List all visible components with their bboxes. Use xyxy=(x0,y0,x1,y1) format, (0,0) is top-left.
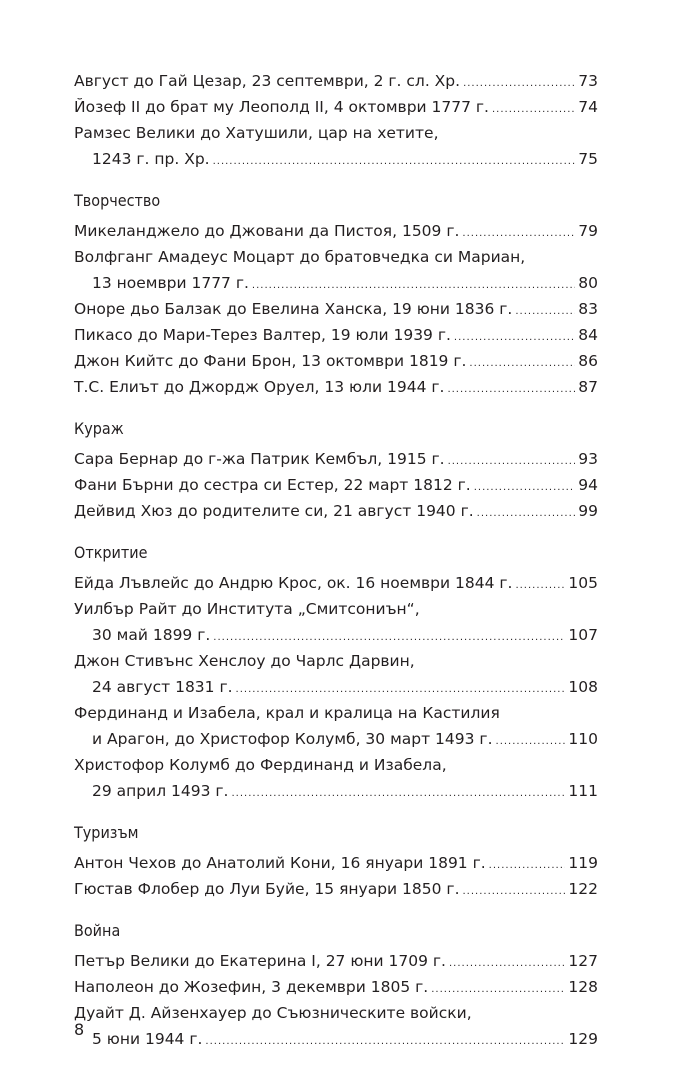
section-heading: Туризъм xyxy=(74,823,139,842)
toc-entry[interactable] xyxy=(74,570,598,596)
toc-entry-line xyxy=(74,700,598,726)
dot-leader xyxy=(469,351,575,377)
toc-entry-title: Оноре дьо Балзак до Евелина Ханска, 19 юни 1836 г. xyxy=(74,300,513,318)
toc-entry-page: 83 xyxy=(578,300,598,318)
toc-entry-title: 29 април 1493 г. xyxy=(92,782,229,800)
toc-entry-title: Пикасо до Мари-Терез Валтер, 19 юли 1939 г. xyxy=(74,326,451,344)
toc-entry-line xyxy=(74,374,598,400)
toc-section xyxy=(74,918,598,1052)
dot-leader xyxy=(515,299,575,325)
toc-entry[interactable] xyxy=(74,472,598,498)
toc-entry-title: Август до Гай Цезар, 23 септември, 2 г. сл. Хр. xyxy=(74,72,461,90)
section-heading: Творчество xyxy=(74,191,161,210)
toc-entry-title: Волфганг Амадеус Моцарт до братовчедка си Мариан, xyxy=(74,248,526,266)
dot-leader xyxy=(492,97,575,123)
toc-entry-line xyxy=(74,146,598,172)
toc-entry-line xyxy=(74,726,598,752)
toc-entry-title: Джон Кийтс до Фани Брон, 13 октомври 1819 г. xyxy=(74,352,467,370)
toc-entry-title: Рамзес Велики до Хатушили, цар на хетите, xyxy=(74,124,439,142)
section-heading: Откритие xyxy=(74,543,148,562)
toc-entry-line xyxy=(74,218,598,244)
toc-entry-line xyxy=(74,850,598,876)
toc-section xyxy=(74,540,598,804)
toc-entry-page: 87 xyxy=(578,378,598,396)
toc-entry-page: 111 xyxy=(568,782,598,800)
toc-entry-line xyxy=(74,974,598,1000)
toc-entry-line xyxy=(74,674,598,700)
toc-entry-line xyxy=(74,1026,598,1052)
toc-entry-page: 86 xyxy=(578,352,598,370)
toc-entry-line xyxy=(74,948,598,974)
toc-entry-title: Христофор Колумб до Фердинанд и Изабела, xyxy=(74,756,447,774)
dot-leader xyxy=(231,781,565,807)
dot-leader xyxy=(496,729,566,755)
toc-entry-page: 74 xyxy=(578,98,598,116)
toc-entry-line xyxy=(74,570,598,596)
toc-entry-page: 119 xyxy=(568,854,598,872)
dot-leader xyxy=(449,951,565,977)
toc-entry[interactable] xyxy=(74,876,598,902)
toc-entry-line xyxy=(74,446,598,472)
toc-entry-page: 75 xyxy=(578,150,598,168)
toc-entry-title: 1243 г. пр. Хр. xyxy=(92,150,210,168)
toc-entry-title: Дейвид Хюз до родителите си, 21 август 1940 г. xyxy=(74,502,474,520)
toc-entry-title: и Арагон, до Христофор Колумб, 30 март 1493 г. xyxy=(92,730,493,748)
toc-entry-line xyxy=(74,1000,598,1026)
toc-entry-line xyxy=(74,752,598,778)
toc-entry-page: 110 xyxy=(568,730,598,748)
toc-entry-line xyxy=(74,270,598,296)
toc-entry-title: 13 ноември 1777 г. xyxy=(92,274,249,292)
toc-section xyxy=(74,68,598,172)
toc-entry-page: 73 xyxy=(578,72,598,90)
toc-entry-page: 93 xyxy=(578,450,598,468)
toc-entry[interactable] xyxy=(74,596,598,648)
toc-entry[interactable] xyxy=(74,218,598,244)
dot-leader xyxy=(213,149,576,175)
toc-entry[interactable] xyxy=(74,752,598,804)
toc-entry-page: 80 xyxy=(578,274,598,292)
toc-entry-title: Гюстав Флобер до Луи Буйе, 15 януари 1850 г. xyxy=(74,880,460,898)
toc-entry-line xyxy=(74,120,598,146)
toc-entry-title: Сара Бернар до г-жа Патрик Кембъл, 1915 г. xyxy=(74,450,445,468)
toc-entry-title: Джон Стивънс Хенслоу до Чарлс Дарвин, xyxy=(74,652,415,670)
dot-leader xyxy=(205,1029,565,1055)
table-of-contents xyxy=(74,68,598,1068)
toc-entry[interactable] xyxy=(74,374,598,400)
dot-leader xyxy=(454,325,575,351)
toc-entry-page: 128 xyxy=(568,978,598,996)
toc-entry-line xyxy=(74,244,598,270)
toc-entry[interactable] xyxy=(74,244,598,296)
toc-entry-title: 24 август 1831 г. xyxy=(92,678,233,696)
toc-entry-page: 108 xyxy=(568,678,598,696)
section-heading: Война xyxy=(74,921,121,940)
toc-entry[interactable] xyxy=(74,498,598,524)
toc-entry-page: 105 xyxy=(568,574,598,592)
dot-leader xyxy=(515,573,565,599)
toc-entry-line xyxy=(74,622,598,648)
toc-entry-title: Микеланджело до Джовани да Пистоя, 1509 г. xyxy=(74,222,460,240)
toc-entry-line xyxy=(74,322,598,348)
dot-leader xyxy=(474,475,576,501)
toc-entry-page: 129 xyxy=(568,1030,598,1048)
dot-leader xyxy=(447,377,575,403)
toc-entry-title: 30 май 1899 г. xyxy=(92,626,211,644)
toc-entry-page: 122 xyxy=(568,880,598,898)
toc-entry-line xyxy=(74,596,598,622)
toc-entry-line xyxy=(74,778,598,804)
toc-entry-title: Йозеф II до брат му Леополд II, 4 октомври 1777 г. xyxy=(74,98,489,116)
dot-leader xyxy=(489,853,566,879)
toc-entry-title: Петър Велики до Екатерина I, 27 юни 1709 г. xyxy=(74,952,446,970)
toc-section xyxy=(74,188,598,400)
toc-entry-line xyxy=(74,94,598,120)
toc-entry-line xyxy=(74,472,598,498)
toc-entry[interactable] xyxy=(74,948,598,974)
toc-entry[interactable] xyxy=(74,348,598,374)
toc-entry[interactable] xyxy=(74,120,598,172)
toc-entry[interactable] xyxy=(74,700,598,752)
toc-entry-title: Фердинанд и Изабела, крал и кралица на Кастилия xyxy=(74,704,500,722)
toc-entry-title: 5 юни 1944 г. xyxy=(92,1030,203,1048)
toc-entry[interactable] xyxy=(74,974,598,1000)
toc-entry[interactable] xyxy=(74,94,598,120)
toc-entry-page: 127 xyxy=(568,952,598,970)
toc-entry-page: 99 xyxy=(578,502,598,520)
toc-entry-page: 79 xyxy=(578,222,598,240)
toc-entry-title: Наполеон до Жозефин, 3 декември 1805 г. xyxy=(74,978,429,996)
toc-entry-line xyxy=(74,498,598,524)
toc-entry-page: 94 xyxy=(578,476,598,494)
toc-entry-page: 107 xyxy=(568,626,598,644)
toc-entry-line xyxy=(74,296,598,322)
dot-leader xyxy=(477,501,576,527)
toc-entry[interactable] xyxy=(74,68,598,94)
toc-entry-title: Антон Чехов до Анатолий Кони, 16 януари 1891 г. xyxy=(74,854,486,872)
toc-section xyxy=(74,416,598,524)
toc-entry-title: Т.С. Елиът до Джордж Оруел, 13 юли 1944 г. xyxy=(74,378,445,396)
toc-entry-line xyxy=(74,348,598,374)
section-heading: Кураж xyxy=(74,419,124,438)
toc-entry-title: Ейда Лъвлейс до Андрю Крос, ок. 16 ноември 1844 г. xyxy=(74,574,513,592)
toc-entry[interactable] xyxy=(74,1000,598,1052)
toc-entry[interactable] xyxy=(74,850,598,876)
toc-entry-line xyxy=(74,876,598,902)
toc-entry-page: 84 xyxy=(578,326,598,344)
toc-entry[interactable] xyxy=(74,648,598,700)
toc-entry[interactable] xyxy=(74,296,598,322)
toc-section xyxy=(74,820,598,902)
toc-entry-line xyxy=(74,648,598,674)
toc-entry[interactable] xyxy=(74,446,598,472)
toc-entry-title: Уилбър Райт до Института „Смитсониън“, xyxy=(74,600,420,618)
page-number: 8 xyxy=(74,1020,85,1039)
toc-entry-title: Фани Бърни до сестра си Естер, 22 март 1812 г. xyxy=(74,476,471,494)
dot-leader xyxy=(463,879,566,905)
toc-entry-line xyxy=(74,68,598,94)
toc-entry-title: Дуайт Д. Айзенхауер до Съюзническите войски, xyxy=(74,1004,472,1022)
toc-entry[interactable] xyxy=(74,322,598,348)
